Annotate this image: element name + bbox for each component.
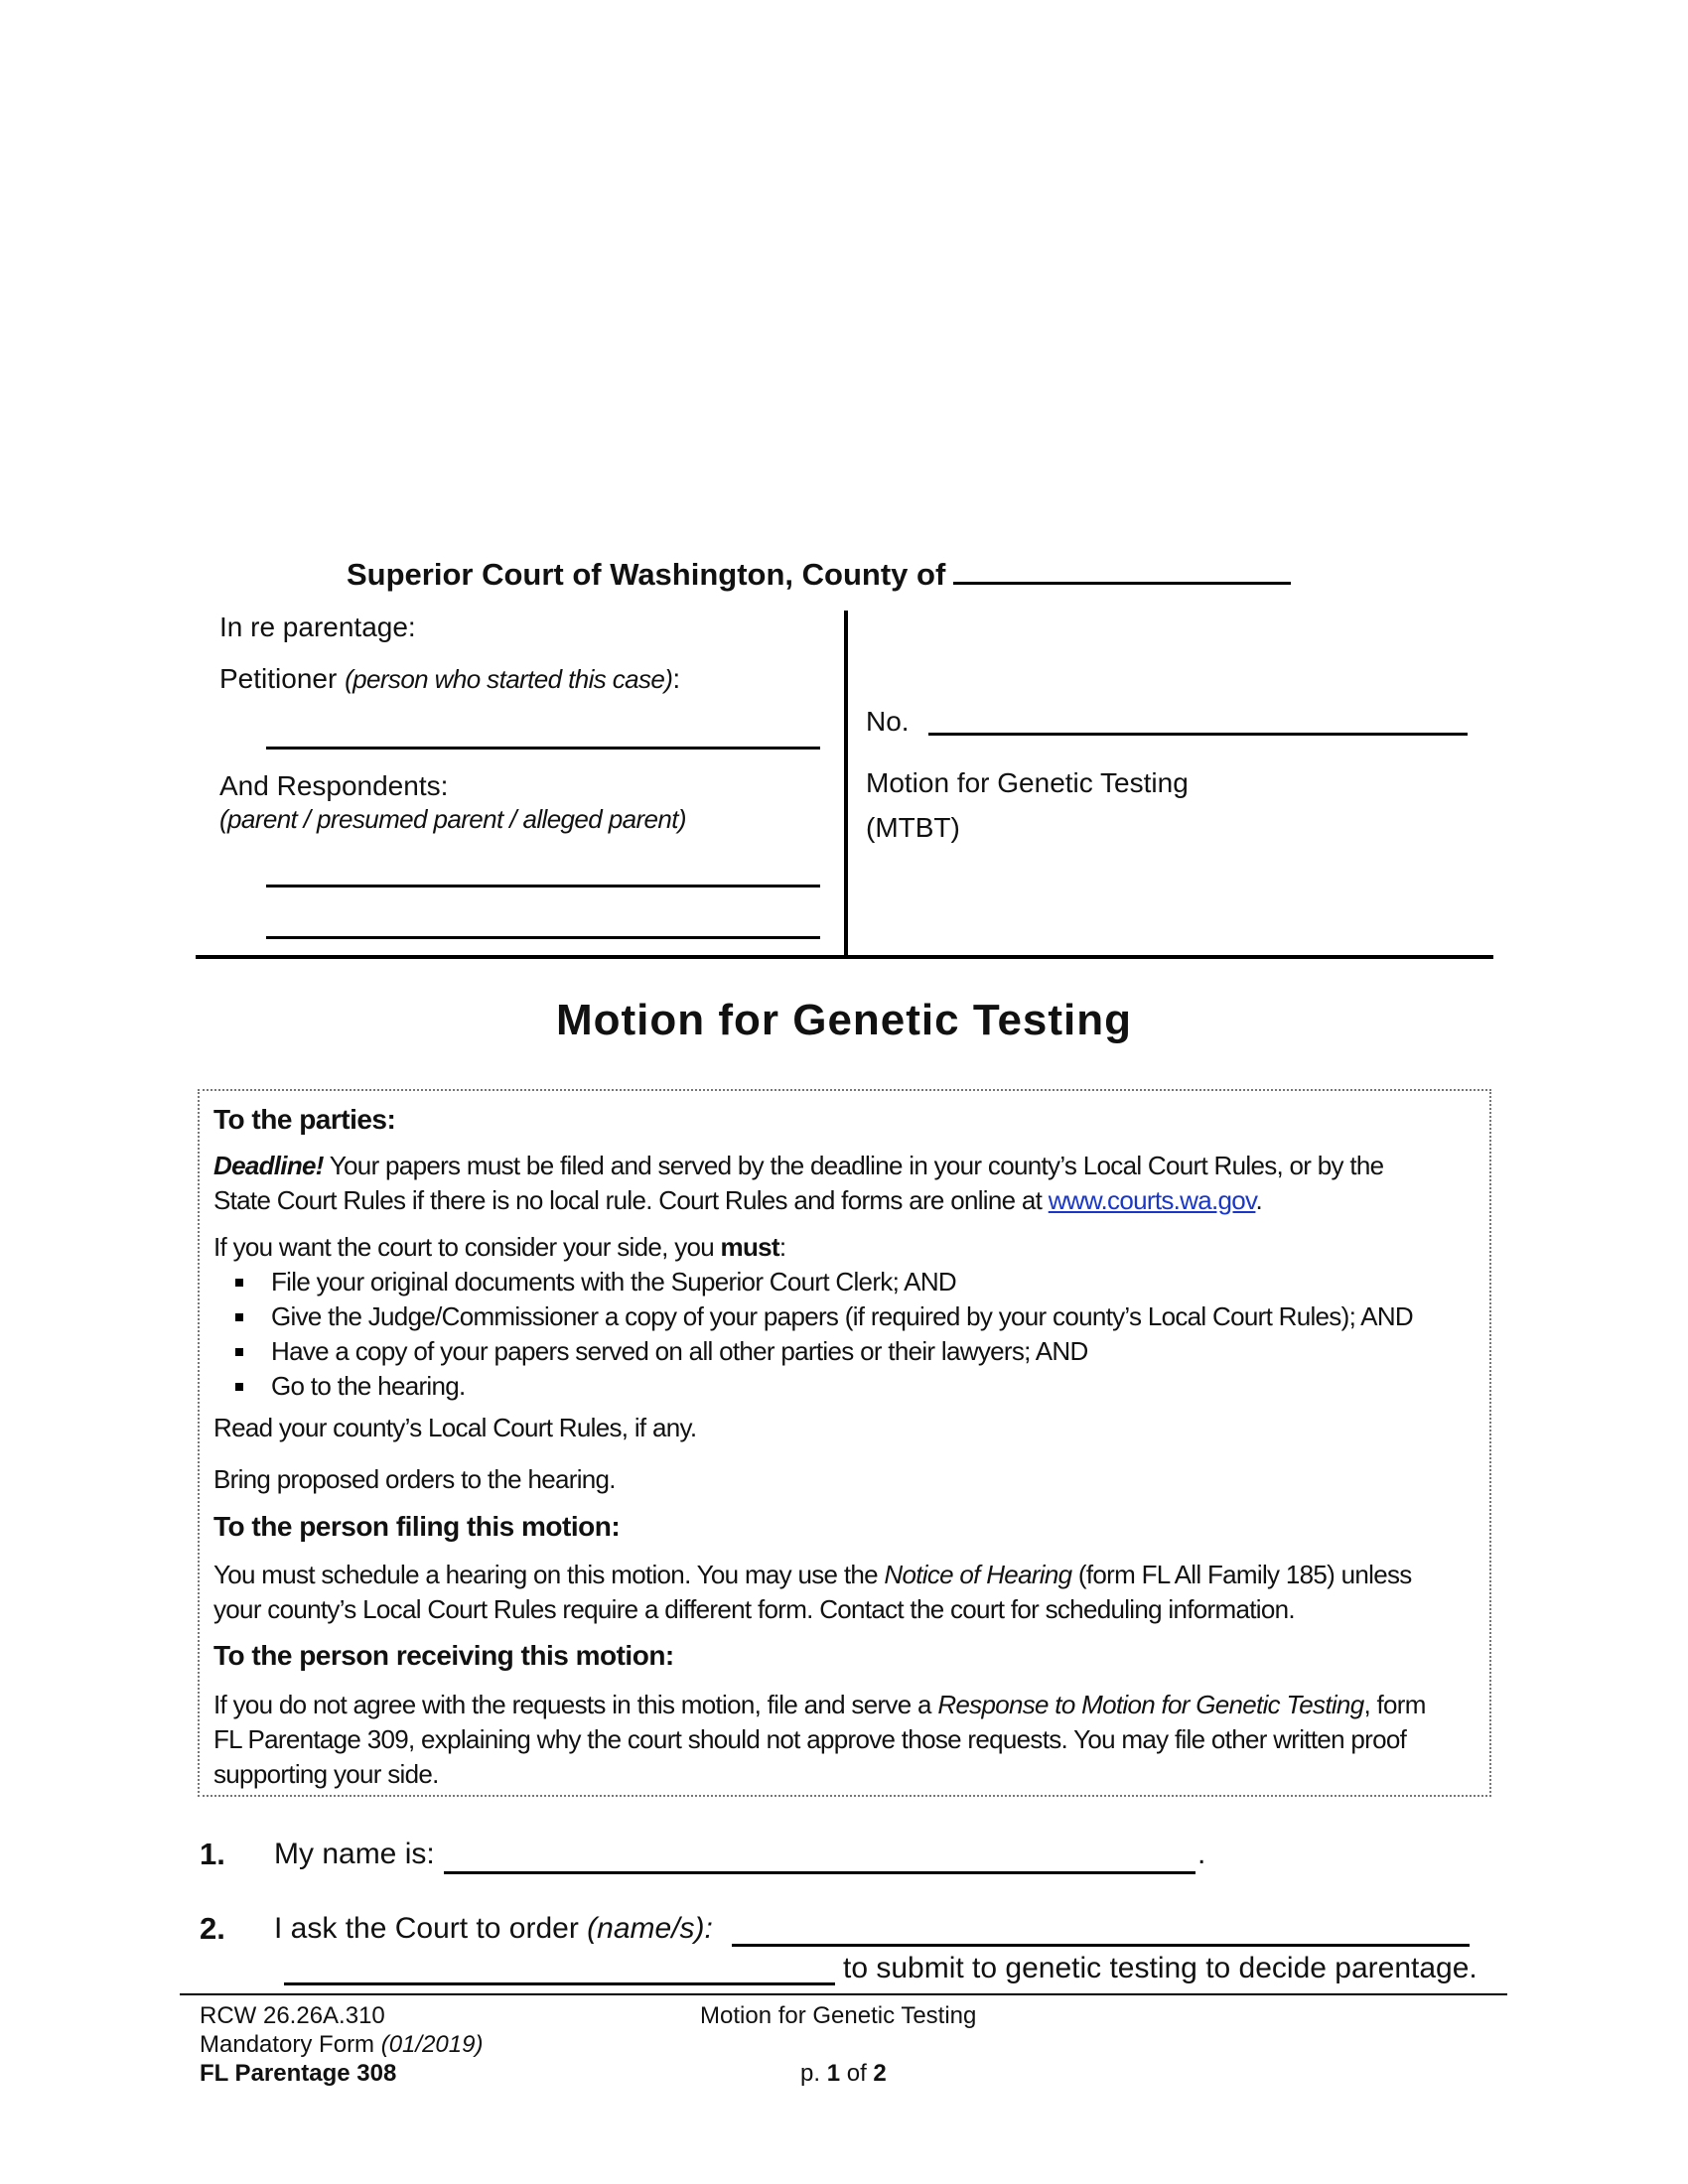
instructions-box <box>198 1089 1491 1797</box>
respondents-note: (parent / presumed parent / alleged parent) <box>219 804 686 834</box>
receiving-text: If you do not agree with the requests in this motion, file and serve a <box>213 1690 938 1719</box>
caption-bottom-rule <box>196 955 1493 959</box>
petitioner-word: Petitioner <box>219 663 338 694</box>
deadline-end: . <box>1255 1185 1262 1215</box>
petitioner-note: (person who started this case) <box>345 664 673 694</box>
receiving-line-2: FL Parentage 309, explaining why the court should not approve those requests. You may file other written proof <box>213 1724 1407 1754</box>
receiving-text: , form <box>1363 1690 1426 1719</box>
item-2-continuation: to submit to genetic testing to decide parentage. <box>843 1952 1477 1984</box>
footer-center-title: Motion for Genetic Testing <box>700 2002 977 2029</box>
deadline-line-2 <box>213 1183 1484 1218</box>
deadline-paragraph <box>213 1149 1484 1218</box>
petitioner-name-line[interactable] <box>266 747 820 750</box>
petitioner-label <box>219 663 680 695</box>
deadline-line-1 <box>213 1149 1484 1183</box>
filing-text: You must schedule a hearing on this motion. You may use the <box>213 1560 885 1589</box>
consider-pre: If you want the court to consider your side, you <box>213 1232 721 1262</box>
footer-form-type-text: Mandatory Form <box>200 2031 381 2058</box>
footer-rule <box>180 1993 1507 1995</box>
requirements-list <box>213 1265 1484 1404</box>
bullet-text: Go to the hearing. <box>271 1371 466 1401</box>
item-1-label: My name is: <box>274 1838 435 1870</box>
court-name: Superior Court of Washington, County of <box>347 557 946 592</box>
consider-post: : <box>778 1232 786 1262</box>
filing-paragraph <box>213 1558 1484 1627</box>
page-current: 1 <box>826 2060 841 2087</box>
case-no-label: No. <box>866 706 910 737</box>
receiving-heading: To the person receiving this motion: <box>213 1640 674 1671</box>
receiving-line-3: supporting your side. <box>213 1759 439 1789</box>
consider-must: must <box>720 1232 779 1262</box>
deadline-text-1: Your papers must be filed and served by the deadline in your county’s Local Court Rules, or by the <box>323 1151 1384 1180</box>
caption-doc-code: (MTBT) <box>866 812 960 843</box>
receiving-paragraph <box>213 1688 1484 1792</box>
bullet-icon <box>235 1279 243 1287</box>
deadline-label: Deadline! <box>213 1151 324 1180</box>
deadline-text-2: State Court Rules if there is no local rule. Court Rules and forms are online at <box>213 1185 1049 1215</box>
bullet-icon <box>235 1313 243 1321</box>
respondents-label: And Respondents: <box>219 770 449 801</box>
order-names-line-2[interactable] <box>284 1982 835 1985</box>
footer-left <box>200 2001 483 2088</box>
consider-line <box>213 1230 1484 1265</box>
filing-line-1 <box>213 1558 1484 1592</box>
bullet-icon <box>235 1348 243 1356</box>
read-rules: Read your county’s Local Court Rules, if any. <box>213 1413 697 1442</box>
footer-statute: RCW 26.26A.310 <box>200 2002 385 2029</box>
footer-form-date: (01/2019) <box>380 2031 484 2058</box>
bullet-text: File your original documents with the Superior Court Clerk; AND <box>271 1267 956 1297</box>
caption-doc-title: Motion for Genetic Testing <box>866 767 1189 798</box>
in-re-label: In re parentage: <box>219 612 416 642</box>
list-item <box>213 1265 1484 1299</box>
item-1-number: 1. <box>200 1837 225 1871</box>
bullet-icon <box>235 1383 243 1391</box>
response-form-name: Response to Motion for Genetic Testing <box>937 1690 1364 1719</box>
petitioner-colon: : <box>672 663 681 694</box>
my-name-line[interactable] <box>444 1871 1196 1874</box>
footer-page-number <box>800 2059 887 2088</box>
item-2-number: 2. <box>200 1911 225 1946</box>
item-2-text: I ask the Court to order <box>274 1912 588 1945</box>
page-title: Motion for Genetic Testing <box>555 996 1133 1044</box>
county-blank[interactable] <box>953 556 1291 585</box>
order-names-line-1[interactable] <box>732 1944 1470 1947</box>
caption-divider <box>844 611 848 958</box>
parties-heading: To the parties: <box>213 1104 396 1135</box>
filing-line-2: your county’s Local Court Rules require a different form. Contact the court for scheduling information. <box>213 1594 1295 1624</box>
page-total: 2 <box>873 2060 887 2087</box>
filing-heading: To the person filing this motion: <box>213 1511 621 1542</box>
court-title <box>347 556 1291 593</box>
list-item <box>213 1299 1484 1334</box>
bullet-text: Give the Judge/Commissioner a copy of your papers (if required by your county’s Local Court Rules); AND <box>271 1301 1413 1331</box>
courts-link[interactable]: www.courts.wa.gov <box>1048 1185 1256 1215</box>
receiving-line-1 <box>213 1688 1484 1722</box>
bullet-text: Have a copy of your papers served on all other parties or their lawyers; AND <box>271 1336 1088 1366</box>
footer-form-id: FL Parentage 308 <box>200 2060 397 2087</box>
list-item <box>213 1369 1484 1404</box>
list-item <box>213 1334 1484 1369</box>
item-2-label <box>274 1912 713 1946</box>
notice-of-hearing: Notice of Hearing <box>884 1560 1072 1589</box>
item-1-end: . <box>1197 1838 1206 1870</box>
case-no-line[interactable] <box>928 733 1468 736</box>
respondent-2-line[interactable] <box>266 936 820 939</box>
item-2-names: (name/s): <box>587 1912 713 1945</box>
respondent-1-line[interactable] <box>266 885 820 887</box>
footer-form-type <box>200 2030 483 2059</box>
filing-text: (form FL All Family 185) unless <box>1071 1560 1412 1589</box>
page-of: of <box>840 2060 874 2087</box>
bring-orders: Bring proposed orders to the hearing. <box>213 1464 616 1494</box>
page-prefix: p. <box>800 2060 827 2087</box>
